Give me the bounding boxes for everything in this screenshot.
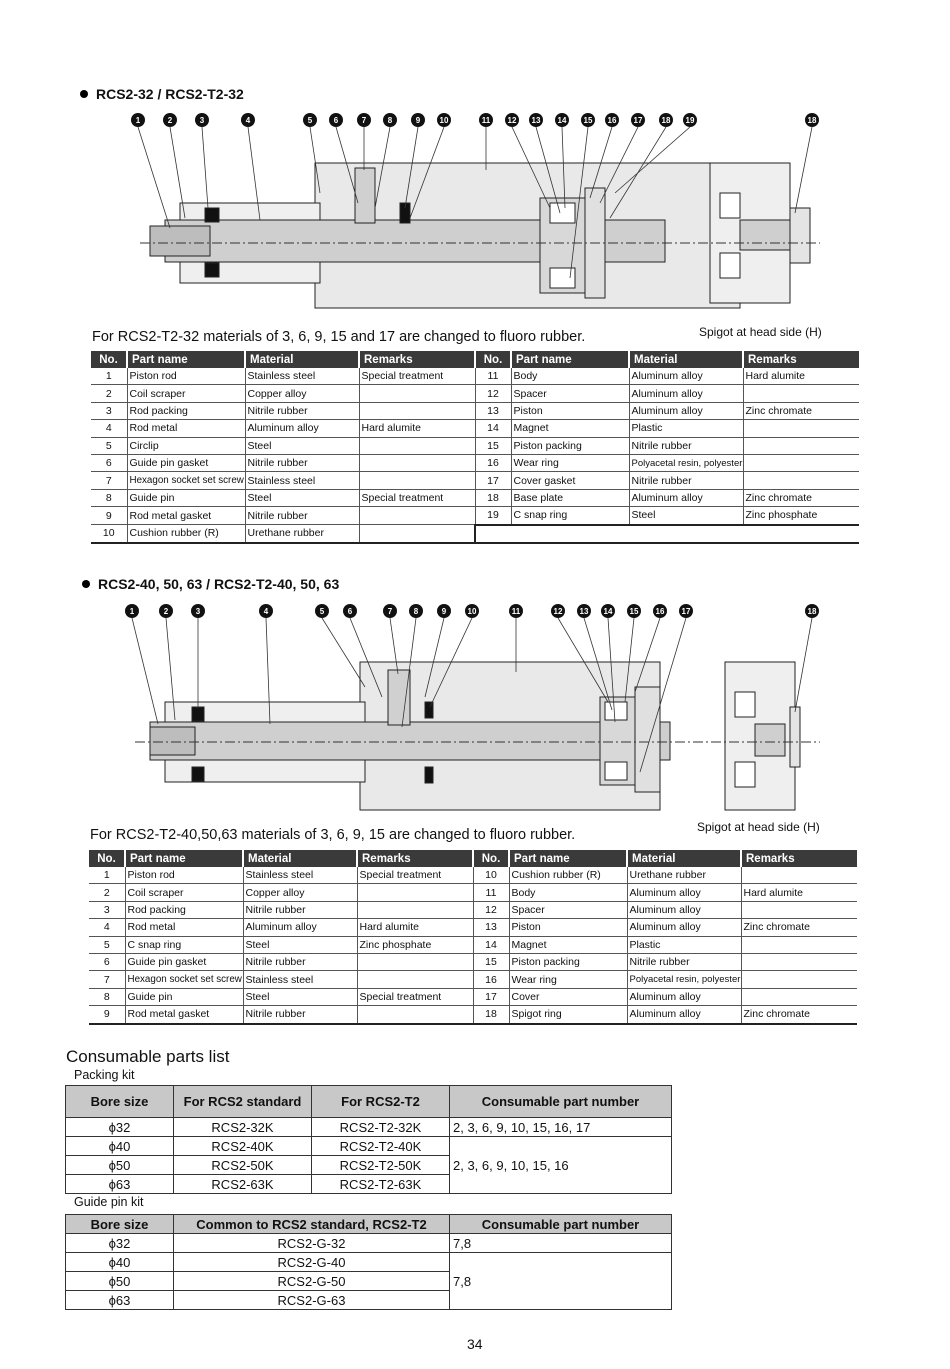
- section1-note: For RCS2-T2-32 materials of 3, 6, 9, 15 and 17 are changed to fluoro rubber.: [92, 329, 586, 345]
- callout-label: 18: [807, 607, 817, 616]
- callout-label: 8: [387, 116, 393, 125]
- callout-label: 3: [195, 607, 201, 616]
- callout-label: 13: [579, 607, 589, 616]
- col-header: Consumable part number: [450, 1086, 672, 1118]
- callout-label: 8: [413, 607, 419, 616]
- col-header: Bore size: [66, 1215, 174, 1234]
- callout-label: 15: [629, 607, 639, 616]
- callout-label: 1: [129, 607, 135, 616]
- callout-label: 1: [135, 116, 141, 125]
- rcs2-40-63-cross-section-diagram: [120, 602, 840, 822]
- table-header-row: [89, 850, 857, 867]
- table-row: ϕ40 RCS2-G-40 7,8: [66, 1253, 672, 1272]
- table-row: 3 Rod packing Nitrile rubber 12 Spacer Aluminum alloy: [89, 901, 857, 918]
- callout-label: 18: [661, 116, 671, 125]
- callout-label: 11: [511, 607, 521, 616]
- rcs2-32-cross-section-diagram: [120, 108, 840, 338]
- table-row: 9 Rod metal gasket Nitrile rubber 18 Spigot ring Aluminum alloy Zinc chromate: [89, 1006, 857, 1024]
- callout-label: 6: [333, 116, 339, 125]
- table-row: ϕ63 RCS2-63K RCS2-T2-63K: [66, 1175, 672, 1194]
- col-header: For RCS2-T2: [312, 1086, 450, 1118]
- callout-label: 15: [583, 116, 593, 125]
- consumables-title: Consumable parts list: [66, 1047, 230, 1066]
- page-number: 34: [467, 1336, 483, 1352]
- table-row: 4 Rod metal Aluminum alloy Hard alumite 14 Magnet Plastic: [91, 420, 859, 437]
- table-row: ϕ40 RCS2-40K RCS2-T2-40K 2, 3, 6, 9, 10, 15, 16: [66, 1137, 672, 1156]
- table-row: 4 Rod metal Aluminum alloy Hard alumite 13 Piston Aluminum alloy Zinc chromate: [89, 919, 857, 936]
- section1-spigot-label: Spigot at head side (H): [699, 325, 822, 339]
- col-header: Part name: [511, 351, 629, 368]
- callout-label: 7: [387, 607, 393, 616]
- callout-label: 12: [507, 116, 517, 125]
- callout-label: 7: [361, 116, 367, 125]
- col-header: Common to RCS2 standard, RCS2-T2: [174, 1215, 450, 1234]
- col-header: Part name: [509, 850, 627, 867]
- table-row: 5 C snap ring Steel Zinc phosphate 14 Magnet Plastic: [89, 936, 857, 953]
- table-row: ϕ50 RCS2-50K RCS2-T2-50K: [66, 1156, 672, 1175]
- callout-label: 10: [467, 607, 477, 616]
- col-header: Remarks: [741, 850, 857, 867]
- callout-label: 14: [557, 116, 567, 125]
- guide-pin-kit-table: [65, 1214, 672, 1310]
- table-row: ϕ32 RCS2-G-32 7,8: [66, 1234, 672, 1253]
- table-row: 8 Guide pin Steel Special treatment 17 Cover Aluminum alloy: [89, 988, 857, 1005]
- packing-kit-table: [65, 1085, 672, 1194]
- table-row: 7 Hexagon socket set screw Stainless steel 17 Cover gasket Nitrile rubber: [91, 472, 859, 489]
- section2-note: For RCS2-T2-40,50,63 materials of 3, 6, 9, 15 are changed to fluoro rubber.: [90, 827, 576, 843]
- table-row: 8 Guide pin Steel Special treatment 18 Base plate Aluminum alloy Zinc chromate: [91, 489, 859, 506]
- table-row: 3 Rod packing Nitrile rubber 13 Piston Aluminum alloy Zinc chromate: [91, 402, 859, 419]
- callout-label: 5: [307, 116, 313, 125]
- col-header: Material: [627, 850, 741, 867]
- table-row: 1 Piston rod Stainless steel Special treatment 10 Cushion rubber (R) Urethane rubber: [89, 867, 857, 884]
- table-row: 10 Cushion rubber (R) Urethane rubber: [91, 525, 859, 543]
- table-header-row: [66, 1215, 672, 1234]
- table-row: 6 Guide pin gasket Nitrile rubber 16 Wear ring Polyacetal resin, polyester: [91, 454, 859, 471]
- bullet-icon: [80, 90, 88, 98]
- table-row: ϕ63 RCS2-G-63: [66, 1291, 672, 1310]
- col-header: Material: [245, 351, 359, 368]
- table-row: ϕ32 RCS2-32K RCS2-T2-32K 2, 3, 6, 9, 10, 15, 16, 17: [66, 1118, 672, 1137]
- callout-label: 3: [199, 116, 205, 125]
- table-row: 1 Piston rod Stainless steel Special treatment 11 Body Aluminum alloy Hard alumite: [91, 368, 859, 385]
- col-header: Part name: [127, 351, 245, 368]
- callout-label: 4: [245, 116, 251, 125]
- col-header: Consumable part number: [450, 1215, 672, 1234]
- col-header: Material: [629, 351, 743, 368]
- col-header: Part name: [125, 850, 243, 867]
- col-header: For RCS2 standard: [174, 1086, 312, 1118]
- col-header: Remarks: [357, 850, 473, 867]
- col-header: No.: [475, 351, 511, 368]
- callout-label: 12: [553, 607, 563, 616]
- callout-label: 2: [163, 607, 169, 616]
- col-header: No.: [473, 850, 509, 867]
- col-header: Remarks: [743, 351, 859, 368]
- callout-label: 2: [167, 116, 173, 125]
- col-header: No.: [91, 351, 127, 368]
- col-header: No.: [89, 850, 125, 867]
- bullet-icon: [82, 580, 90, 588]
- table-row: 2 Coil scraper Copper alloy 12 Spacer Aluminum alloy: [91, 385, 859, 402]
- table-header-row: [91, 351, 859, 368]
- callout-label: 10: [439, 116, 449, 125]
- callout-label: 5: [319, 607, 325, 616]
- callout-label: 17: [681, 607, 691, 616]
- callout-label: 19: [685, 116, 695, 125]
- section2-title: RCS2-40, 50, 63 / RCS2-T2-40, 50, 63: [82, 576, 339, 592]
- table-row: ϕ50 RCS2-G-50: [66, 1272, 672, 1291]
- callout-label: 13: [531, 116, 541, 125]
- col-header: Bore size: [66, 1086, 174, 1118]
- callout-label: 6: [347, 607, 353, 616]
- callout-label: 14: [603, 607, 613, 616]
- col-header: Material: [243, 850, 357, 867]
- callout-label: 17: [633, 116, 643, 125]
- section1-parts-table: [91, 351, 859, 544]
- table-row: 7 Hexagon socket set screw Stainless steel 16 Wear ring Polyacetal resin, polyester: [89, 971, 857, 988]
- packing-kit-label: Packing kit: [74, 1068, 135, 1082]
- table-row: 9 Rod metal gasket Nitrile rubber 19 C snap ring Steel Zinc phosphate: [91, 507, 859, 525]
- callout-label: 9: [441, 607, 447, 616]
- section2-parts-table: [89, 850, 857, 1025]
- callout-label: 18: [807, 116, 817, 125]
- callout-label: 16: [655, 607, 665, 616]
- table-row: 5 Circlip Steel 15 Piston packing Nitrile rubber: [91, 437, 859, 454]
- callout-label: 16: [607, 116, 617, 125]
- table-row: 2 Coil scraper Copper alloy 11 Body Aluminum alloy Hard alumite: [89, 884, 857, 901]
- table-row: 6 Guide pin gasket Nitrile rubber 15 Piston packing Nitrile rubber: [89, 953, 857, 970]
- callout-label: 11: [481, 116, 491, 125]
- guide-pin-kit-label: Guide pin kit: [74, 1195, 144, 1209]
- col-header: Remarks: [359, 351, 475, 368]
- table-header-row: [66, 1086, 672, 1118]
- section2-spigot-label: Spigot at head side (H): [697, 820, 820, 834]
- section1-title: RCS2-32 / RCS2-T2-32: [80, 86, 244, 102]
- callout-label: 9: [415, 116, 421, 125]
- callout-label: 4: [263, 607, 269, 616]
